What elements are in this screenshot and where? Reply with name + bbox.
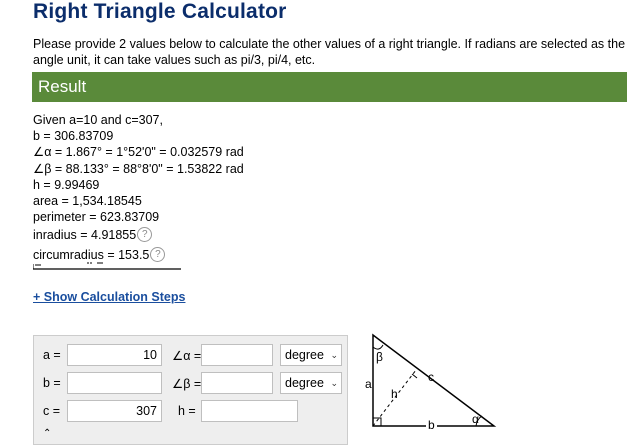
label-a: a = bbox=[43, 348, 61, 362]
diagram-h: h bbox=[391, 387, 398, 401]
unit-select-beta[interactable] bbox=[280, 372, 342, 394]
diagram-a: a bbox=[365, 377, 372, 391]
input-alpha[interactable] bbox=[201, 344, 273, 366]
chevron-down-icon: ⌄ bbox=[330, 350, 338, 360]
diagram-b: b bbox=[428, 418, 435, 432]
result-h: h = 9.99469 bbox=[33, 177, 100, 192]
question-circle-icon[interactable]: ? bbox=[150, 247, 165, 262]
show-calculation-steps-link[interactable]: + Show Calculation Steps bbox=[33, 290, 186, 304]
input-a[interactable]: 10 bbox=[67, 344, 162, 366]
result-alpha: ∠α = 1.867° = 1°52'0" = 0.032579 rad bbox=[33, 145, 244, 160]
result-area: area = 1,534.18545 bbox=[33, 194, 142, 209]
input-c[interactable]: 307 bbox=[67, 400, 162, 422]
label-h: h = bbox=[178, 404, 196, 418]
result-header: Result bbox=[32, 72, 627, 102]
result-circumradius: circumradius = 153.5 bbox=[33, 247, 150, 262]
input-beta[interactable] bbox=[201, 372, 273, 394]
page-title: Right Triangle Calculator bbox=[33, 0, 287, 23]
unit-select-alpha-value: degree bbox=[285, 348, 324, 362]
label-b: b = bbox=[43, 376, 61, 390]
diagram-alpha: α bbox=[472, 412, 479, 426]
question-circle-icon[interactable]: ? bbox=[137, 227, 152, 242]
beta-arc bbox=[373, 345, 383, 349]
diagram-beta: β bbox=[376, 350, 383, 364]
result-inradius: inradius = 4.91855 bbox=[33, 228, 137, 243]
input-h[interactable] bbox=[201, 400, 298, 422]
result-beta: ∠β = 88.133° = 88°8'0" = 1.53822 rad bbox=[33, 161, 244, 176]
result-inradius-row bbox=[33, 227, 244, 243]
result-b: b = 306.83709 bbox=[33, 129, 114, 144]
label-beta: ∠β = bbox=[172, 377, 202, 391]
result-list bbox=[33, 112, 244, 263]
label-c: c = bbox=[43, 404, 61, 418]
unit-select-beta-value: degree bbox=[285, 376, 324, 390]
clipped-label: ⌃ bbox=[43, 428, 52, 439]
unit-select-alpha[interactable] bbox=[280, 344, 342, 366]
input-b[interactable] bbox=[67, 372, 162, 394]
height-foot-marker bbox=[412, 374, 417, 378]
result-given: Given a=10 and c=307, bbox=[33, 113, 163, 127]
input-panel bbox=[33, 335, 348, 445]
intro-text: Please provide 2 values below to calculate the other values of a right triangle. If radians are selected as the angle unit, it can take values such as pi/3, pi/4, etc. bbox=[33, 37, 626, 67]
diagram-c: c bbox=[428, 370, 434, 384]
label-alpha: ∠α = bbox=[172, 349, 202, 363]
clipped-triangle-graphic bbox=[33, 258, 183, 272]
result-perimeter: perimeter = 623.83709 bbox=[33, 210, 160, 225]
chevron-down-icon: ⌄ bbox=[330, 378, 338, 388]
triangle-diagram bbox=[364, 330, 524, 436]
